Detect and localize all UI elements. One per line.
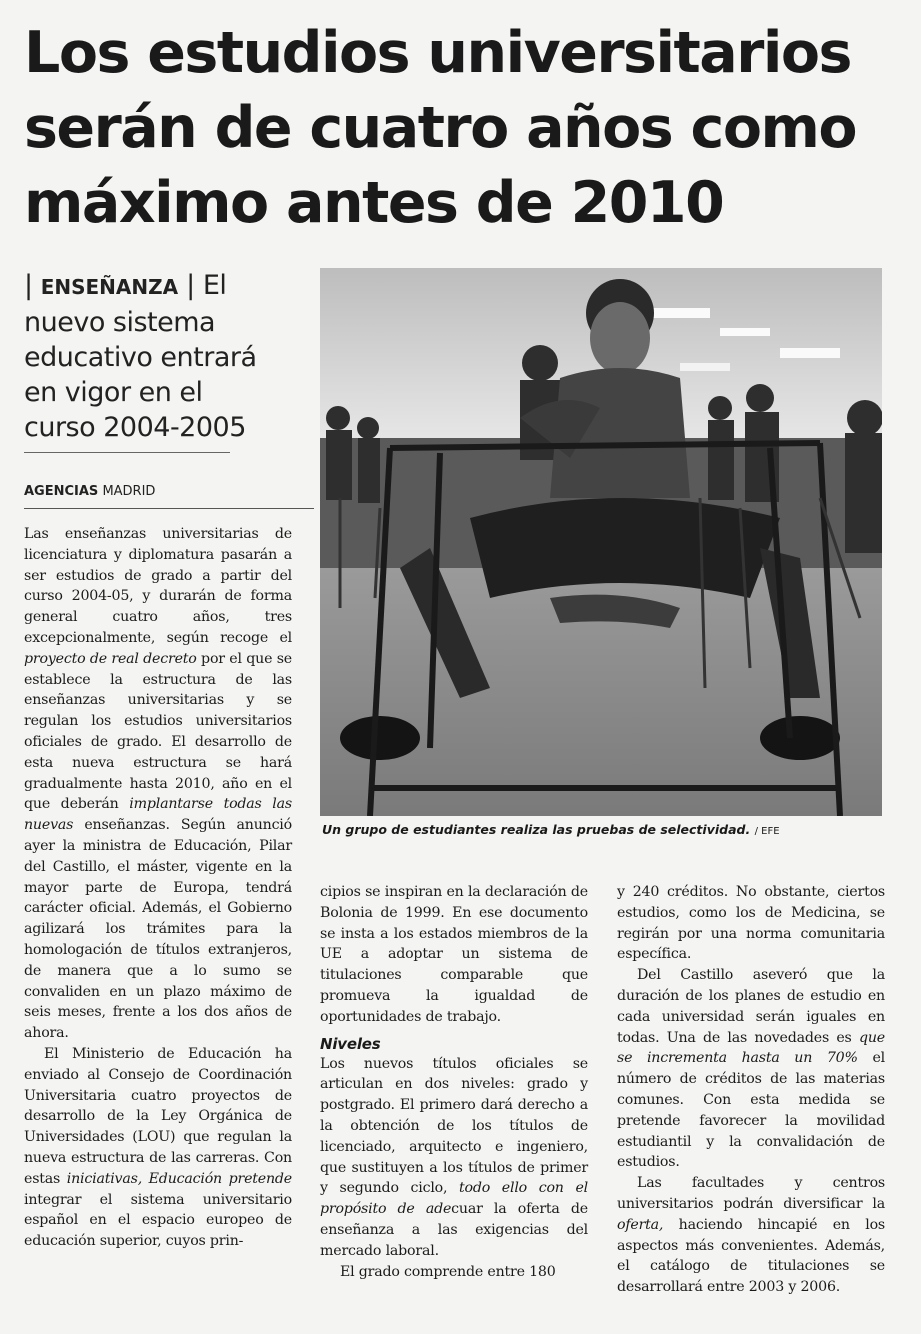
headline-line: serán de cuatro años como	[24, 95, 857, 161]
headline-line: Los estudios universitarios	[24, 20, 851, 86]
paragraph: El grado comprende entre 180	[340, 1263, 556, 1280]
deck-text: El	[202, 270, 227, 301]
paragraph: Las enseñanzas universitarias de licenciatura y diplomatura pasarán a ser estudios de grado a partir del curso 2004-05, y durarán de forma general cuatro años, tres excepcionalmente, según recoge el proyecto de real decreto por el que se establece la estructura de las enseñanzas universitarias y se regulan los estudios universitarios oficiales de grado. El desarrollo de esta nueva estructura se hará gradualmente hasta 2010, año en el que deberán implantarse todas las nuevas enseñanzas. Según anunció ayer la ministra de Educación, Pilar del Castillo, el máster, vigente en la mayor parte de Europa, tendrá carácter oficial. Además, el Gobierno agilizará los trámites para la homologación de títulos extranjeros, de manera que a lo sumo se convaliden en un plazo máximo de seis meses, frente a los dos años de ahora.	[24, 526, 293, 1042]
byline-city: MADRID	[102, 484, 156, 499]
photo-credit: / EFE	[754, 826, 780, 837]
deck-line: nuevo sistema	[24, 307, 216, 338]
students-exam-photo	[320, 268, 882, 816]
photo-caption: Un grupo de estudiantes realiza las pruebas de selectividad. / EFE	[322, 822, 780, 837]
paragraph: y 240 créditos. No obstante, ciertos estudios, como los de Medicina, se regirán por una norma comunitaria específica.	[617, 884, 885, 963]
paragraph: Del Castillo aseveró que la duración de los planes de estudio en cada universidad serán iguales en todas. Una de las novedades es que se incrementa hasta un 70% el número de créditos de las materias comunes. Con esta medida se pretende favorecer la movilidad estudiantil y la convalidación de estudios.	[617, 967, 886, 1171]
news-photo	[320, 268, 882, 816]
section-label: ENSEÑANZA	[40, 275, 179, 299]
deck-line: en vigor en el	[24, 377, 203, 408]
headline-line: máximo antes de 2010	[24, 170, 724, 236]
paragraph: Los nuevos títulos oficiales se articulan en dos niveles: grado y postgrado. El primero dará derecho a la obtención de los títulos de licenciado, arquitecto e ingeniero, que sustituyen a los títulos de primer y segundo ciclo, todo ello con el propósito de adecuar la oferta de enseñanza a las exigencias del mercado laboral.	[320, 1055, 588, 1259]
subhead: Niveles	[320, 1034, 381, 1053]
deck-line: educativo entrará	[24, 342, 257, 373]
body-column-1	[24, 524, 292, 1252]
byline-agency: AGENCIAS	[24, 484, 99, 499]
paragraph: Las facultades y centros universitarios podrán diversificar la oferta, haciendo hincapié en los aspectos más convenientes. Además, el catálogo de titulaciones se desarrollará entre 2003 y 2006.	[617, 1175, 885, 1296]
paragraph: El Ministerio de Educación ha enviado al Consejo de Coordinación Universitaria cuatro proyectos de desarrollo de la Ley Orgánica de Universidades (LOU) que regulan la nueva estructura de las carreras. Con estas iniciativas, Educación pretende integrar el sistema universitario español en el espacio europeo de educación superior, cuyos prin-	[24, 1045, 293, 1250]
body-column-2	[320, 882, 588, 1282]
byline	[24, 484, 314, 499]
deck: | ENSEÑANZA | El nuevo sistema educativo entrará en vigor en el curso 2004-2005	[24, 270, 257, 443]
body-column-3	[617, 882, 885, 1298]
divider	[24, 452, 230, 453]
paragraph: cipios se inspiran en la declaración de Bolonia de 1999. En ese documento se insta a los estados miembros de la UE a adoptar un sistema de titulaciones comparable que promueva la igualdad de oportunidades de trabajo.	[320, 884, 588, 1025]
deck-line: curso 2004-2005	[24, 412, 246, 443]
headline	[24, 16, 904, 241]
divider	[24, 508, 314, 509]
